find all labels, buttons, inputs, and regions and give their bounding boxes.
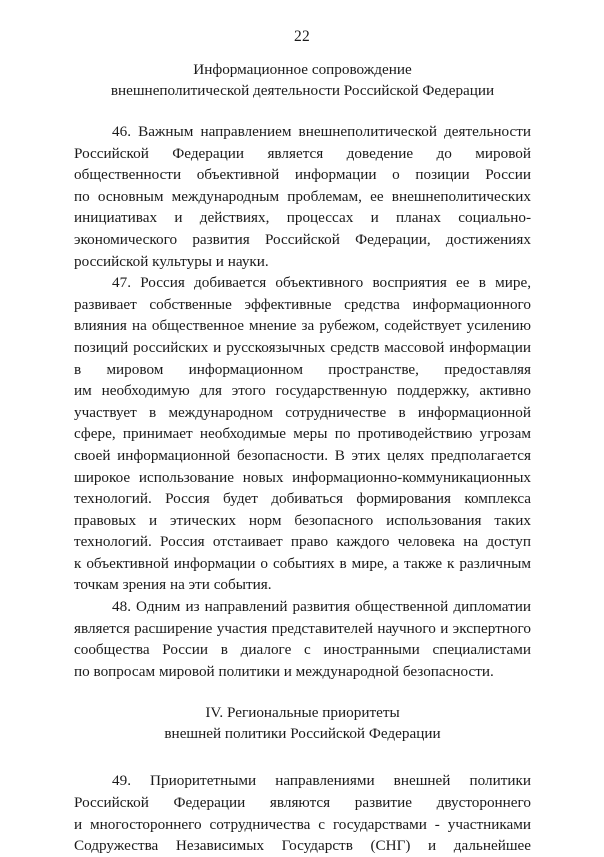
paragraph-47-line-4: позиций российских и русскоязычных средств массовой информации: [74, 338, 531, 356]
paragraph-47-line-13: технологий. Россия отстаивает право каждого человека на доступ: [74, 533, 531, 551]
paragraph-49-line-3: и многостороннего сотрудничества с государствами - участниками: [74, 815, 531, 833]
page-title-line-2: внешнеполитической деятельности Российской Федерации: [110, 81, 495, 99]
paragraph-46-line-7: российской культуры и науки.: [74, 252, 269, 270]
paragraph-49: [74, 770, 531, 856]
paragraph-47-line-12: правовых и этических норм безопасного использования таких: [74, 511, 531, 529]
paragraph-46-line-6: экономического развития Российской Федерации, достижениях: [74, 230, 531, 248]
paragraph-47-line-3: влияния на общественное мнение за рубежом, содействует усилению: [74, 317, 531, 335]
section-heading-4-line-1: IV. Региональные приоритеты: [205, 704, 400, 722]
section-heading-4: [74, 702, 531, 744]
paragraph-47-line-5: в мировом информационном пространстве, предоставляя: [74, 360, 531, 378]
paragraph-47: [74, 272, 531, 596]
paragraph-47-line-1: 47. Россия добивается объективного восприятия ее в мире,: [112, 274, 531, 292]
paragraph-47-line-9: своей информационной безопасности. В этих целях предполагается: [74, 446, 531, 464]
paragraph-46-line-5: инициативах и действиях, процессах и планах социально-: [74, 209, 531, 227]
paragraph-48: [74, 596, 531, 682]
page-number: 22: [294, 28, 310, 45]
title-spacer: [74, 101, 531, 121]
paragraph-49-line-2: Российской Федерации являются развитие двустороннего: [74, 794, 531, 812]
paragraph-46-line-2: Российской Федерации является доведение до мировой: [74, 144, 531, 162]
paragraph-47-line-15: точкам зрения на эти события.: [74, 576, 272, 594]
paragraph-48-line-4: по вопросам мировой политики и международной безопасности.: [74, 662, 494, 680]
page-content: [74, 60, 531, 857]
paragraph-47-line-8: сфере, принимает необходимые меры по противодействию угрозам: [74, 425, 531, 443]
paragraph-47-line-6: им необходимую для этого государственную поддержку, активно: [74, 382, 531, 400]
paragraph-46-line-3: общественности объективной информации о позиции России: [74, 166, 531, 184]
paragraph-47-line-2: развивает собственные эффективные средства информационного: [74, 295, 531, 313]
section-heading-4-line-2: внешней политики Российской Федерации: [164, 725, 441, 743]
paragraph-49-line-1: 49. Приоритетными направлениями внешней политики: [112, 772, 531, 790]
paragraph-46-line-4: по основным международным проблемам, ее внешнеполитических: [74, 187, 531, 205]
paragraph-46: [74, 121, 531, 272]
paragraph-48-line-2: является расширение участия представителей научного и экспертного: [74, 619, 531, 637]
page-title: [74, 60, 531, 101]
paragraph-47-line-7: участвует в международном сотрудничестве в информационной: [74, 403, 531, 421]
paragraph-47-line-14: к объективной информации о событиях в мире, а также к различным: [74, 554, 531, 572]
section-heading-top-spacer: [74, 682, 531, 702]
page-title-line-1: Информационное сопровождение: [193, 61, 412, 78]
paragraph-48-line-1: 48. Одним из направлений развития общественной дипломатии: [112, 598, 531, 616]
paragraph-49-line-4: Содружества Независимых Государств (СНГ) и дальнейшее: [74, 837, 531, 855]
section-heading-bottom-spacer: [74, 744, 531, 770]
paragraph-47-line-10: широкое использование новых информационно-коммуникационных: [74, 468, 531, 486]
paragraph-46-line-1: 46. Важным направлением внешнеполитической деятельности: [112, 123, 531, 140]
paragraph-48-line-3: сообщества России в диалоге с иностранными специалистами: [74, 641, 531, 659]
paragraph-47-line-11: технологий. Россия будет добиваться формирования комплекса: [74, 490, 531, 508]
